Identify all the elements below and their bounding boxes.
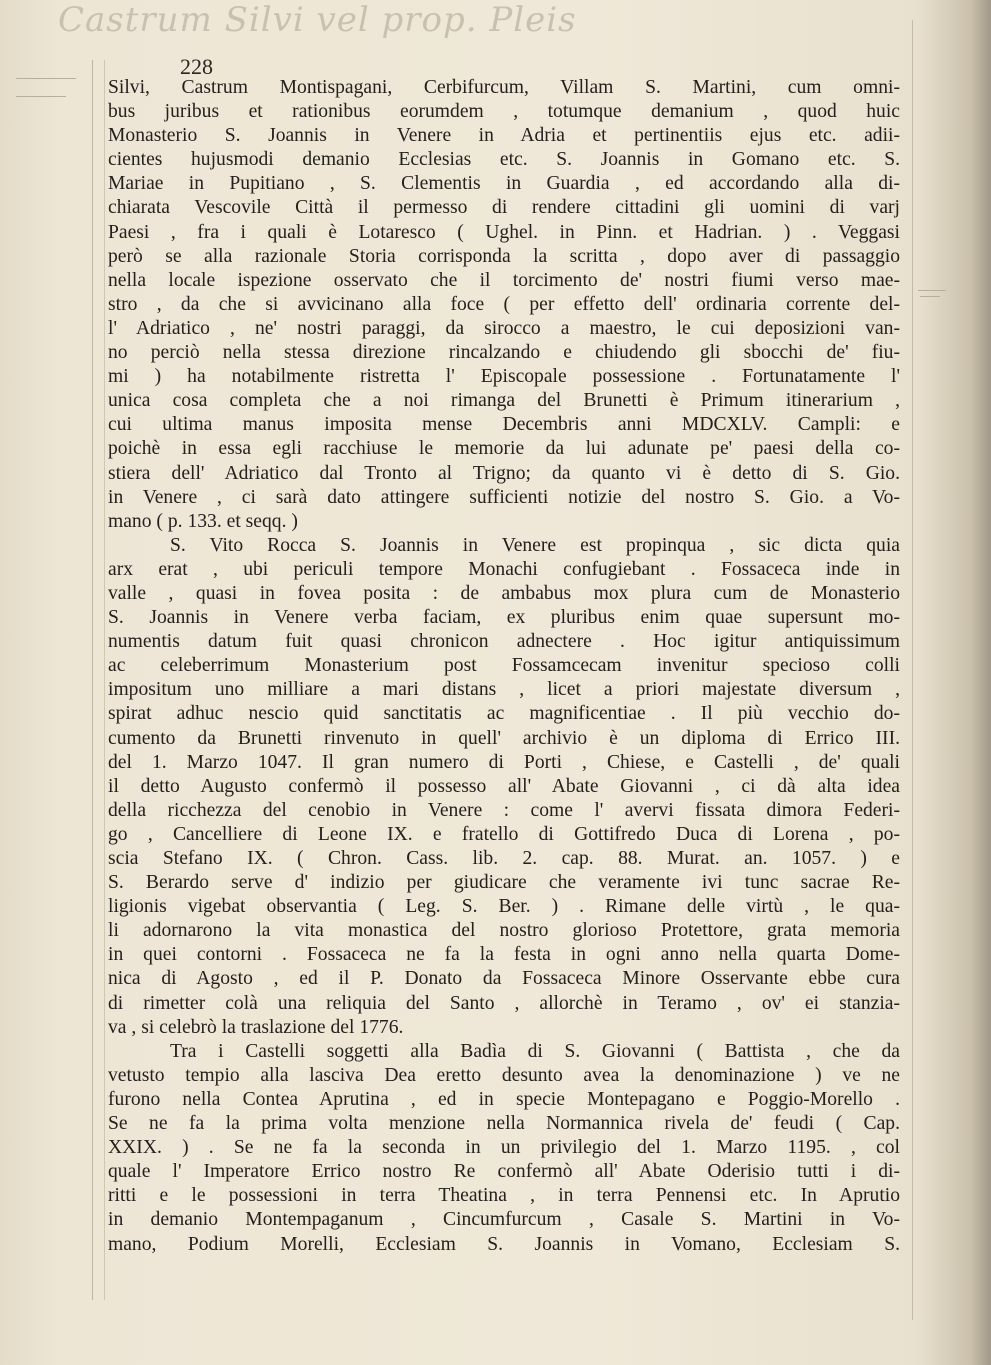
page-spine-shadow bbox=[921, 0, 991, 1365]
text-line: nica di Agosto , ed il P. Donato da Fossaceca Minore Osservante ebbe cura bbox=[108, 968, 900, 990]
text-line: li adornarono la vita monastica del nostro glorioso Protettore, grata memoria bbox=[108, 920, 900, 942]
text-line: XXIX. ) . Se ne fa la seconda in un privilegio del 1. Marzo 1195. , col bbox=[108, 1137, 900, 1159]
text-line: in quei contorni . Fossaceca ne fa la festa in ogni anno nella quarta Dome- bbox=[108, 944, 900, 966]
margin-tick bbox=[920, 296, 940, 297]
text-line: va , si celebrò la traslazione del 1776. bbox=[108, 1016, 404, 1038]
text-line: Paesi , fra i quali è Lotaresco ( Ughel. in Pinn. et Hadrian. ) . Veggasi bbox=[108, 221, 900, 243]
text-line: l' Adriatico , ne' nostri paraggi, da sirocco a maestro, le cui deposizioni van- bbox=[108, 317, 900, 339]
text-line: della ricchezza del cenobio in Venere : come l' avervi fissata dimora Federi- bbox=[108, 799, 900, 821]
text-line: cumento da Brunetti rinvenuto in quell' archivio è un diploma di Errico III. bbox=[108, 727, 900, 749]
text-line: S. Vito Rocca S. Joannis in Venere est propinqua , sic dicta quia bbox=[170, 534, 900, 556]
text-line: ac celeberrimum Monasterium post Fossamcecam invenitur specioso colli bbox=[108, 655, 900, 677]
text-line: il detto Augusto confermò il possesso all' Abate Giovanni , ci dà alta idea bbox=[108, 775, 900, 797]
text-line: Tra i Castelli soggetti alla Badìa di S. Giovanni ( Battista , che da bbox=[170, 1040, 900, 1062]
handwritten-annotation: Castrum Silvi vel prop. Pleis bbox=[58, 0, 577, 40]
text-line: S. Berardo serve d' indizio per giudicare che veramente ivi tunc sacrae Re- bbox=[108, 872, 900, 894]
text-line: del 1. Marzo 1047. Il gran numero di Porti , Chiese, e Castelli , de' quali bbox=[108, 751, 900, 773]
text-line: Mariae in Pupitiano , S. Clementis in Guardia , ed accordando alla di- bbox=[108, 173, 900, 195]
text-line: stiera dell' Adriatico dal Tronto al Trigno; da quanto vi è detto di S. Gio. bbox=[108, 462, 900, 484]
margin-rule-left-2 bbox=[104, 60, 105, 1300]
text-line: cui ultima manus imposita mense Decembris anni MDCXLV. Campli: e bbox=[108, 414, 900, 436]
text-line: mano ( p. 133. et seqq. ) bbox=[108, 510, 298, 532]
text-line: bus juribus et rationibus eorumdem , totumque demanium , quod huic bbox=[108, 101, 900, 123]
margin-tick bbox=[16, 78, 76, 79]
text-line: Se ne fa la prima volta menzione nella Normannica rivela de' feudi ( Cap. bbox=[108, 1113, 900, 1135]
text-block bbox=[108, 76, 900, 1257]
text-line: mi ) ha notabilmente ristretta l' Episcopale possessione . Fortunatamente l' bbox=[108, 366, 900, 388]
text-line: go , Cancelliere di Leone IX. e fratello di Gottifredo Duca di Lorena , po- bbox=[108, 823, 900, 845]
text-line: spirat adhuc nescio quid sanctitatis ac magnificentiae . Il più vecchio do- bbox=[108, 703, 900, 725]
text-line: poichè in essa egli racchiuse le memorie da lui adunate pe' paesi della co- bbox=[108, 438, 900, 460]
text-line: di rimetter colà una reliquia del Santo , allorchè in Teramo , ov' ei stanzia- bbox=[108, 992, 900, 1014]
text-line: in demanio Montempaganum , Cincumfurcum , Casale S. Martini in Vo- bbox=[108, 1209, 900, 1231]
text-line: scia Stefano IX. ( Chron. Cass. lib. 2. cap. 88. Murat. an. 1057. ) e bbox=[108, 848, 900, 869]
text-line: arx erat , ubi periculi tempore Monachi confugiebant . Fossaceca inde in bbox=[108, 558, 900, 580]
text-line: S. Joannis in Venere verba faciam, ex pluribus enim quae supersunt mo- bbox=[108, 607, 900, 629]
text-line: stro , da che si avvicinano alla foce ( per effetto dell' ordinaria corrente del- bbox=[108, 293, 900, 315]
text-line: in Venere , ci sarà dato attingere sufficienti notizie del nostro S. Gio. a Vo- bbox=[108, 486, 900, 508]
text-line: unica cosa completa che a noi rimanga del Brunetti è Primum itinerarium , bbox=[108, 390, 900, 412]
text-line: ligionis vigebat observantia ( Leg. S. Ber. ) . Rimane delle virtù , le qua- bbox=[108, 896, 900, 918]
text-line: ritti e le possessioni in terra Theatina , in terra Pennensi etc. In Aprutio bbox=[108, 1185, 900, 1207]
text-line: numentis datum fuit quasi chronicon adnectere . Hoc igitur antiquissimum bbox=[108, 631, 900, 653]
text-line: Silvi, Castrum Montispagani, Cerbifurcum, Villam S. Martini, cum omni- bbox=[108, 77, 900, 98]
text-line: chiarata Vescovile Città il permesso di rendere cittadini gli uomini di varj bbox=[108, 197, 900, 219]
margin-rule-left bbox=[92, 60, 93, 1300]
text-line: cientes hujusmodi demanio Ecclesias etc. S. Joannis in Gomano etc. S. bbox=[108, 149, 900, 171]
text-line: però se alla razionale Storia corrisponda la scritta , dopo aver di passaggio bbox=[108, 245, 900, 267]
text-line: impositum uno milliare a mari distans , licet a priori majestate diversum , bbox=[108, 679, 900, 701]
text-line: Monasterio S. Joannis in Venere in Adria et pertinentiis ejus etc. adii- bbox=[108, 125, 900, 147]
margin-tick bbox=[918, 290, 946, 291]
text-line: valle , quasi in fovea posita : de ambabus mox plura cum de Monasterio bbox=[108, 582, 900, 604]
page-number: 228 bbox=[180, 54, 213, 79]
text-line: nella locale ispezione osservato che il torcimento de' nostri fiumi verso mae- bbox=[108, 269, 900, 291]
text-line: furono nella Contea Aprutina , ed in specie Montepagano e Poggio-Morello . bbox=[108, 1088, 900, 1110]
margin-tick bbox=[16, 96, 66, 97]
margin-rule-right bbox=[912, 20, 913, 1320]
text-line: vetusto tempio alla lasciva Dea eretto desunto avea la denominazione ) ve ne bbox=[108, 1064, 900, 1086]
text-line: mano, Podium Morelli, Ecclesiam S. Joannis in Vomano, Ecclesiam S. bbox=[108, 1233, 900, 1255]
text-line: no perciò nella stessa direzione rincalzando e chiudendo gli sbocchi de' fiu- bbox=[108, 342, 900, 364]
text-line: quale l' Imperatore Errico nostro Re confermò all' Abate Oderisio tutti i di- bbox=[108, 1161, 900, 1183]
